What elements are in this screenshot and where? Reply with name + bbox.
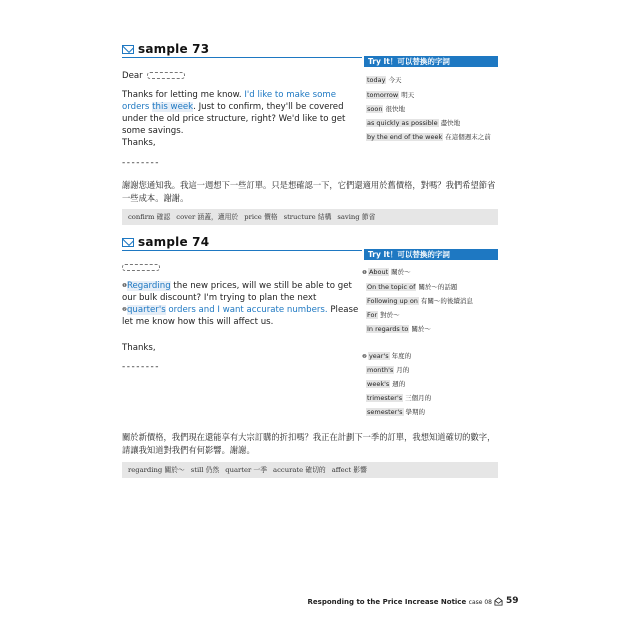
sample-74-vocab: regarding 關於～ still 仍然 quarter 一季 accurate 確切的 affect 影響 <box>122 462 498 478</box>
name-placeholder-box <box>147 72 185 79</box>
sample-73-try-it-header: Try It！可以替換的字詞 <box>364 56 498 67</box>
sample-74-closing: Thanks, <box>122 343 156 353</box>
sample-74-greeting <box>122 262 360 274</box>
sample-73-vocab: confirm 確認 cover 涵蓋，適用於 price 價格 structure 結構 saving 節省 <box>122 209 498 225</box>
alt-chip: week's 週的 <box>367 380 406 388</box>
sample-74-try-it-header: Try It！可以替換的字詞 <box>364 249 498 260</box>
sample-73-rule <box>122 57 362 58</box>
name-placeholder-box <box>122 264 160 271</box>
sample-74-header <box>122 235 209 249</box>
alt-chip: Following up on 有關～的後續消息 <box>367 297 473 305</box>
alt-chip: For 對於～ <box>367 311 400 319</box>
sample-73-title: sample 73 <box>138 42 210 56</box>
highlight-phrase: Regarding <box>126 281 171 291</box>
envelope-open-icon <box>494 597 503 606</box>
sample-74-translation: 關於新價格，我們現在還能享有大宗訂購的折扣嗎？我正在計劃下一季的訂單，我想知道確切的數字，請讓我知道對我們有何影響。謝謝。 <box>122 432 496 455</box>
alt-chip: month's 月的 <box>367 366 410 374</box>
highlight-phrase: I'd like to make some orders <box>122 90 336 112</box>
page-number: 59 <box>506 596 519 606</box>
alt-chip: by the end of the week 在這個週末之前 <box>367 133 491 141</box>
alt-chip: today 今天 <box>367 76 402 84</box>
alt-chip: ❶ About 關於～ <box>362 268 411 276</box>
alt-chip: as quickly as possible 盡快地 <box>367 119 461 127</box>
footer-title: Responding to the Price Increase Notice case 08 <box>307 598 492 606</box>
sample-74-body: $^❶$Regarding the new prices, will we still be able to get our bulk discount? I'm trying to plan the next $^❷$quarter's orders and I want accurate numbers. Please let me know how this will affect us. <box>122 281 359 327</box>
envelope-icon <box>122 45 134 54</box>
sample-74-signature: -------- <box>122 362 160 372</box>
alt-chip: ❷ year's 年度的 <box>362 352 412 360</box>
sample-73-greeting: Dear <box>122 70 360 82</box>
sample-74-title: sample 74 <box>138 235 210 249</box>
highlight-swap-phrase: this week <box>152 102 194 112</box>
alt-chip: In regards to 關於～ <box>367 325 431 333</box>
alt-chip: tomorrow 明天 <box>367 91 415 99</box>
highlight-swap-phrase: quarter's <box>126 305 166 315</box>
sample-73-translation: 謝謝您通知我。我這一週想下一些訂單。只是想確認一下，它們還適用於舊價格，對嗎？我們希望節省一些成本。謝謝。 <box>122 180 496 203</box>
alt-chip: On the topic of 關於～的話題 <box>367 283 458 291</box>
sample-73-closing: Thanks, <box>122 138 156 148</box>
sample-73-header <box>122 42 209 56</box>
alt-chip: trimester's 三個月的 <box>367 394 432 402</box>
sample-73-signature: -------- <box>122 158 160 168</box>
envelope-icon <box>122 238 134 247</box>
sample-74-rule <box>122 250 362 251</box>
sample-73-body: Thanks for letting me know. I'd like to make some orders this week. Just to confirm, they'll be covered under the old price structure, right? We'd like to get some savings. <box>122 90 346 136</box>
alt-chip: soon 很快地 <box>367 105 405 113</box>
alt-chip: semester's 學期的 <box>367 408 425 416</box>
